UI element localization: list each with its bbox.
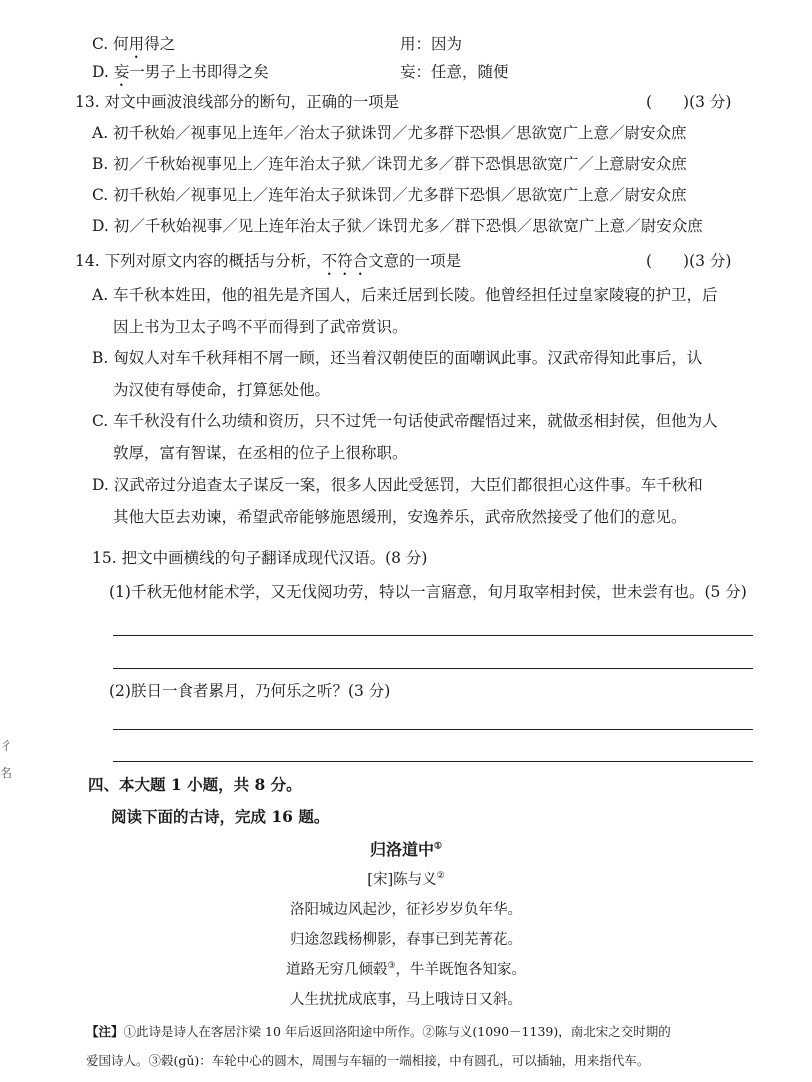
q14-stem: 14. 下列对原文内容的概括与分析，不符合文意的一项是 [75, 252, 462, 270]
answer-line-4[interactable] [113, 761, 753, 762]
poem-notes-line-1: 【注】①此诗是诗人在客居汴梁 10 年后返回洛阳途中所作。②陈与义(1090－1139)，南北宋之交时期的 [86, 1024, 671, 1039]
poem-line-4: 人生扰扰成底事，马上哦诗日又斜。 [290, 992, 522, 1008]
q13-option-c: C. 初千秋始／视事见上／连年治太子狱诛罚／尤多群下恐惧／思欲宽广上意／尉安众庶 [92, 186, 687, 204]
q14-option-b-cont: 为汉使有辱使命，打算惩处他。 [113, 381, 331, 399]
q13-option-b: B. 初／千秋始视事见上／连年治太子狱／诛罚尤多／群下恐惧思欲宽广／上意尉安众庶 [92, 155, 687, 173]
answer-line-1[interactable] [113, 635, 753, 636]
notes-label: 【注】 [86, 1024, 124, 1039]
poem-line-2: 归途忽践杨柳影，春事已到芜菁花。 [290, 932, 522, 948]
q15-sentence-1: (1)千秋无他材能术学，又无伐阅功劳，特以一言寤意，旬月取宰相封侯，世未尝有也。(5 分) [109, 583, 747, 601]
q14-option-a: A. 车千秋本姓田，他的祖先是齐国人，后来迁居到长陵。他曾经担任过皇家陵寝的护卫，后 [92, 286, 718, 304]
q14-option-c-cont: 敦厚，富有智谋，在丞相的位子上很称职。 [113, 444, 408, 462]
q13-option-a: A. 初千秋始／视事见上连年／治太子狱诛罚／尤多群下恐惧／思欲宽广上意／尉安众庶 [92, 124, 687, 142]
q13-stem: 13. 对文中画波浪线部分的断句，正确的一项是 [75, 93, 400, 111]
margin-glyph-2: 名 [0, 766, 13, 780]
answer-line-2[interactable] [113, 668, 753, 669]
footnote-marker-3: ③ [387, 961, 396, 972]
q14-option-d: D. 汉武帝过分追查太子谋反一案，很多人因此受惩罚，大臣们都很担心这件事。车千秋和 [92, 476, 703, 494]
poem-line-3: 道路无穷几倾毂③，牛羊既饱各知家。 [285, 961, 527, 978]
q12-option-d-gloss: 妄：任意，随便 [400, 63, 509, 81]
q14-option-b: B. 匈奴人对车千秋拜相不屑一顾，还当着汉朝使臣的面嘲讽此事。汉武帝得知此事后，认 [92, 349, 703, 367]
answer-line-3[interactable] [113, 729, 753, 730]
q15-stem: 15. 把文中画横线的句子翻译成现代汉语。(8 分) [92, 549, 428, 567]
q13-option-d: D. 初／千秋始视事／见上连年治太子狱／诛罚尤多／群下恐惧／思欲宽广上意／尉安众庶 [92, 217, 703, 235]
poem-title: 归洛道中① [369, 840, 443, 859]
poem-author: [宋]陈与义② [367, 871, 445, 888]
section-4-instruction: 阅读下面的古诗，完成 16 题。 [111, 807, 330, 826]
q14-option-a-cont: 因上书为卫太子鸣不平而得到了武帝赏识。 [113, 318, 408, 336]
q14-option-c: C. 车千秋没有什么功绩和资历，只不过凭一句话使武帝醒悟过来，就做丞相封侯，但他为人 [92, 412, 718, 430]
footnote-marker-1: ① [433, 841, 443, 852]
section-4-title: 四、本大题 1 小题，共 8 分。 [88, 775, 302, 794]
q12-option-c-gloss: 用：因为 [400, 35, 463, 53]
q12-option-c: C. 何用得之 [92, 35, 176, 53]
poem-notes-line-2: 爱国诗人。③毂(gǔ)：车轮中心的圆木，周围与车辐的一端相接，中有圆孔，可以插轴，用来指代车。 [86, 1053, 650, 1068]
q15-sentence-2: (2)朕日一食者累月，乃何乐之听？(3 分) [109, 682, 391, 700]
margin-glyph-1: 彳 [0, 739, 13, 753]
footnote-marker-2: ② [436, 871, 445, 882]
q13-answer-bracket: ( )(3 分) [646, 93, 732, 111]
poem-line-1: 洛阳城边风起沙，征衫岁岁负年华。 [290, 902, 522, 918]
q14-option-d-cont: 其他大臣去劝谏，希望武帝能够施恩缓刑，安逸养乐，武帝欣然接受了他们的意见。 [113, 508, 687, 526]
q14-answer-bracket: ( )(3 分) [646, 252, 732, 270]
q12-option-d: D. 妄一男子上书即得之矣 [92, 63, 269, 81]
